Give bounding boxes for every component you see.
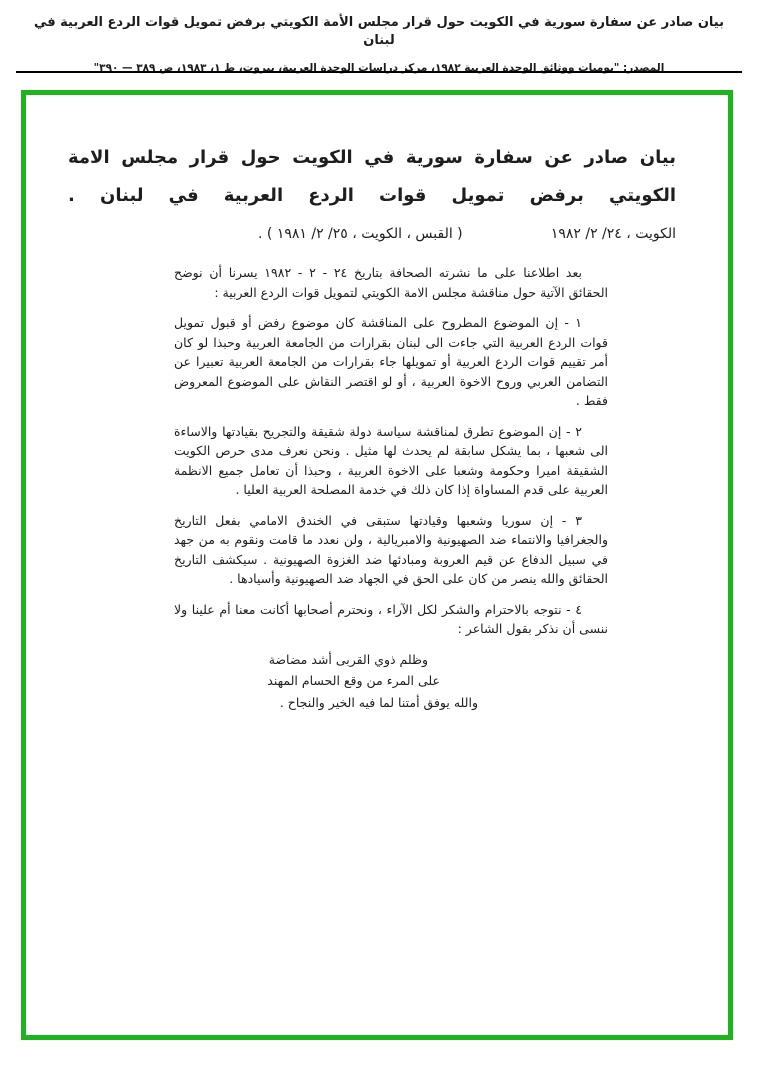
date-line xyxy=(68,223,676,245)
poem-line-2: على المرء من وقع الحسام المهند xyxy=(267,673,440,688)
document-page xyxy=(26,95,728,1035)
intro-paragraph: بعد اطلاعنا على ما نشرته الصحافة بتاريخ ٢٤ - ٢ - ١٩٨٢ يسرنا أن نوضح الحقائق الآتية حول مناقشة مجلس الامة الكويتي لتمويل قوات الردع العربية : xyxy=(174,265,608,300)
item-paragraph-4: ٤ - نتوجه بالاحترام والشكر لكل الآراء ، ونحترم أصحابها أكانت معنا أم علينا ولا ننسى أن نذكر بقول الشاعر : xyxy=(174,601,608,636)
green-frame xyxy=(21,90,733,1040)
poem-line-1: وظلم ذوي القربى أشد مضاضة xyxy=(268,651,428,667)
header-title: بيان صادر عن سفارة سورية في الكويت حول قرار مجلس الأمة الكويتي برفض تمويل قوات الردع العربية في لبنان xyxy=(33,15,724,48)
page-header xyxy=(0,14,758,76)
item-paragraph-1: ١ - إن الموضوع المطروح على المناقشة كان موضوع رفض أو قبول تمويل قوات الردع العربية التي جاءت الى لبنان بقرارات من الجامعة العربية وحبذا لو كان أمر تقييم قوات الردع العربية أو تمويلها جاء بقرارات من الجامعة العربية تعبيرا عن التضامن العربي وروح الاخوة العربية ، أو لو اقتصر النقاش على الموضوع المعروض فقط . xyxy=(174,315,608,408)
header-divider-line xyxy=(16,71,742,73)
header-source-citation: المصدر: "يوميات ووثائق الوحدة العربية ١٩٨٢، مركز دراسات الوحدة العربية، بيروت، ط ١، ١٩٨٣، ص ٣٨٩ — ٣٩٠" xyxy=(93,62,665,74)
document-title: بيان صادر عن سفارة سورية في الكويت حول قرار مجلس الامة الكويتي برفض تمويل قوات الردع العربية في لبنان . xyxy=(68,147,676,206)
document-body xyxy=(174,263,608,712)
closing-line: والله يوفق أمتنا لما فيه الخير والنجاح . xyxy=(279,694,478,710)
newspaper-citation: ( القبس ، الكويت ، ٢٥/ ٢/ ١٩٨١ ) . xyxy=(258,226,463,242)
publication-place-date: الكويت ، ٢٤/ ٢/ ١٩٨٢ xyxy=(550,226,676,242)
item-paragraph-2: ٢ - إن الموضوع تطرق لمناقشة سياسة دولة شقيقة والتجريح بقيادتها والاساءة الى شعبها ، بما يشكل سابقة لم يحدث لها مثيل . ونحن نعرف مدى حرص الكويت الشقيقة اميرا وحكومة وشعبا على الاخوة العربية ، وحبذا أن تعامل جميع الانظمة العربية على قدم المساواة إذا كان ذلك في خدمة المصلحة العربية العليا . xyxy=(174,423,608,497)
item-paragraph-3: ٣ - إن سوريا وشعبها وقيادتها ستبقى في الخندق الامامي بفعل التاريخ والجغرافيا والانتماء ضد الصهيونية والامبريالية ، ولن نعدد ما قامت ونقوم به من جهد في سبيل الدفاع عن قيم العروبة ومبادئها ضد الغزوة الصهيونية . سيكشف التاريخ الحقائق والله ينصر من كان على الحق في الجهاد ضد الصهيونية وأسيادها . xyxy=(174,512,608,586)
